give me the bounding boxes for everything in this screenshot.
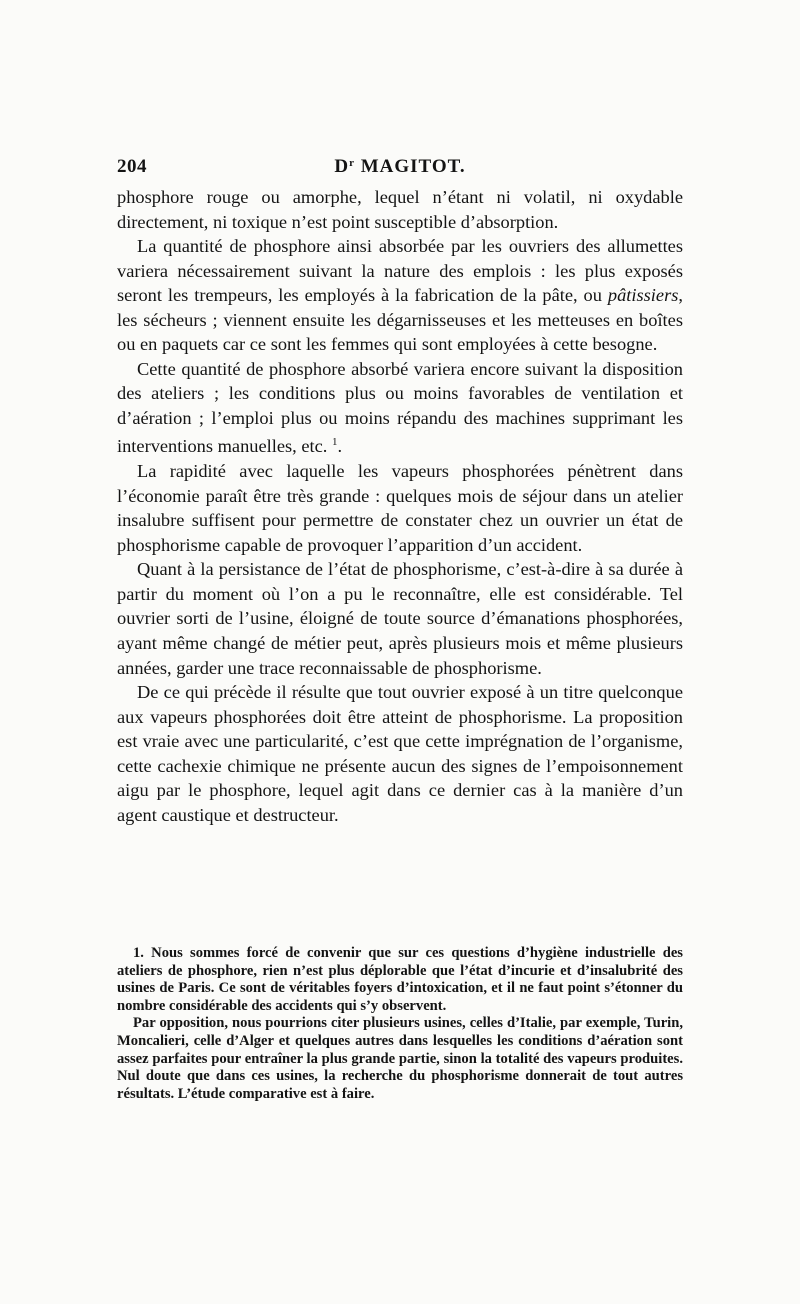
body-text [117,185,683,827]
running-header [117,156,683,184]
paragraph: Cette quantité de phosphore absorbé variera encore suivant la disposition des ateliers ; les conditions plus ou moins favorables de ventilation et d’aération ; l’emploi plus ou moins répandu des machines supprimant les interventions manuelles, etc. $^1$. [117,358,683,457]
author-sup: r [349,157,355,169]
paragraph-text: , les sécheurs ; viennent ensuite les dégarnisseuses et les metteuses en boîtes ou en paquets car ce sont les femmes qui sont employées à cette besogne. [117,285,683,355]
author-prefix: D [334,156,350,177]
emphasis-term: pâtissiers [607,285,679,306]
author-name: MAGITOT. [354,156,466,177]
footnote-ref[interactable]: 1 [332,436,338,449]
footnotes [117,945,683,1103]
paragraph: De ce qui précède il résulte que tout ouvrier exposé à un titre quelconque aux vapeurs phosphorées doit être atteint de phosphorisme. La proposition est vraie avec une particularité, c’est que cette imprégnation de l’organisme, cette cachexie chimique ne présente aucun des signes de l’empoisonnement aigu par le phosphore, lequel agit dans ce dernier cas à la manière d’un agent caustique et destructeur. [117,682,683,825]
footnote: 1. Nous sommes forcé de convenir que sur ces questions d’hygiène industrielle des ateliers de phosphore, rien n’est plus déplorable que l’état d’incurie et d’insalubrité des usines de Paris. Ce sont de véritables foyers d’intoxication, et il ne faut point s’étonner du nombre considérable des accidents qui s’y observent. [117,945,683,1014]
paragraph: Quant à la persistance de l’état de phosphorisme, c’est-à-dire à sa durée à partir du moment où l’on a pu le reconnaître, elle est considérable. Tel ouvrier sorti de l’usine, éloigné de toute source d’émanations phosphorées, ayant même changé de métier peut, après plusieurs mois et même plusieurs années, garder une trace reconnaissable de phosphorisme. [117,559,683,678]
paragraph [117,234,683,357]
running-title [117,156,683,178]
footnote: Par opposition, nous pourrions citer plusieurs usines, celles d’Italie, par exemple, Turin, Moncalieri, celle d’Alger et quelques autres dans lesquelles les conditions d’aération sont assez parfaites pour entraîner la plus grande partie, sinon la totalité des vapeurs produites. Nul doute que dans ces usines, la recherche du phosphorisme donnerait de tout autres résultats. L’étude comparative est à faire. [117,1015,683,1102]
paragraph: La rapidité avec laquelle les vapeurs phosphorées pénètrent dans l’économie paraît être très grande : quelques mois de séjour dans un atelier insalubre suffisent pour permettre de constater chez un ouvrier un état de phosphorisme capable de provoquer l’apparition d’un accident. [117,461,683,555]
paragraph-text: La quantité de phosphore ainsi absorbée par les ouvriers des allumettes variera nécessairement suivant la nature des emplois : les plus exposés seront les trempeurs, les employés à la fabrication de la pâte, ou [117,236,683,306]
page-number: 204 [117,156,147,177]
paragraph-text: Cette quantité de phosphore absorbé variera encore suivant la disposition des ateliers ; les conditions plus ou moins favorables de ventilation et d’aération ; l’emploi plus ou moins répandu des machines supprimant les interventions manuelles, etc. [117,358,683,457]
paragraph-continued: phosphore rouge ou amorphe, lequel n’étant ni volatil, ni oxydable directement, ni toxique n’est point susceptible d’absorption. [117,187,683,232]
